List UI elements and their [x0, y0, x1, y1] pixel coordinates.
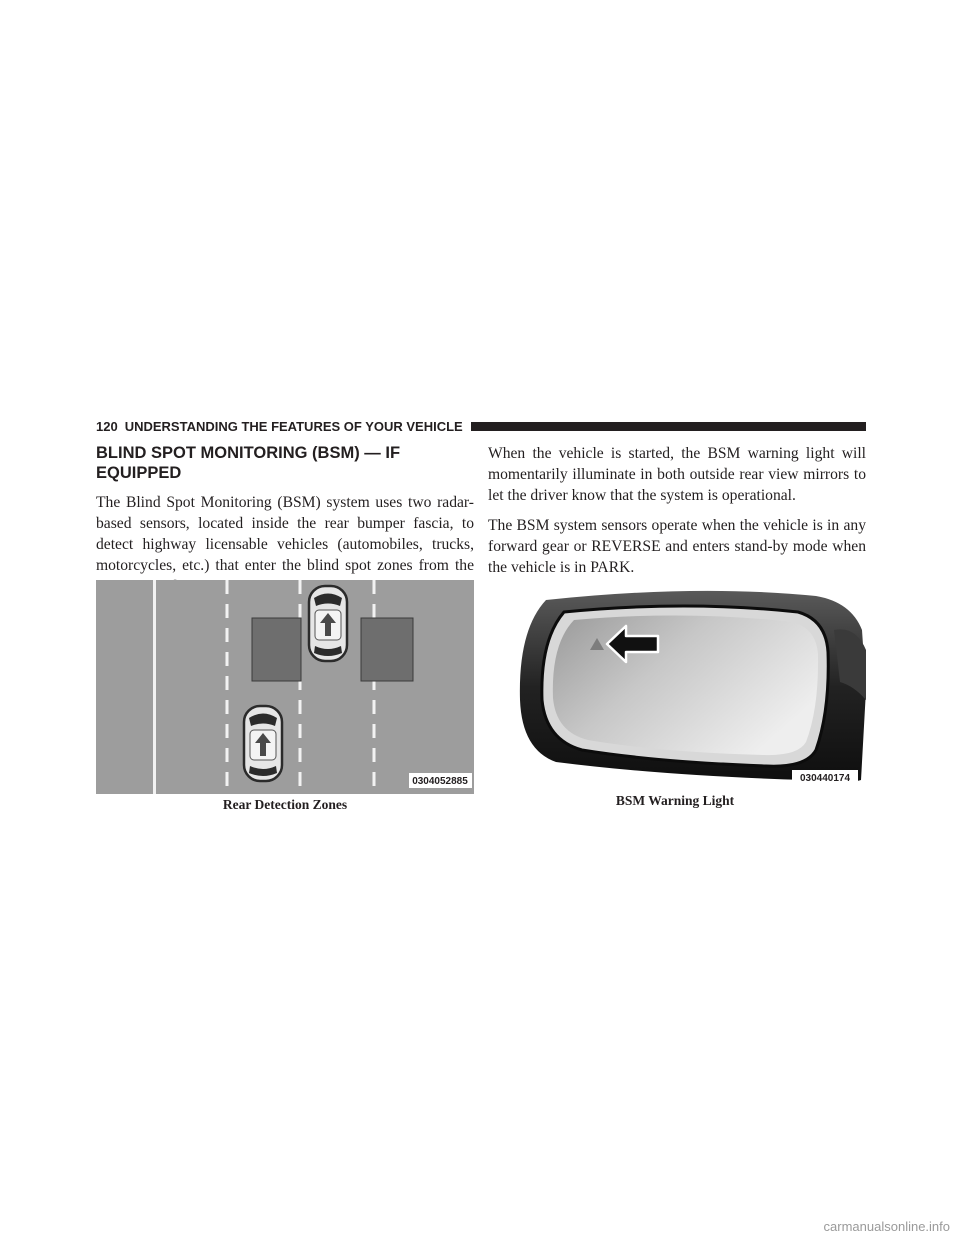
section-title — [96, 443, 474, 483]
road-surface — [96, 580, 474, 794]
road-edge-line — [153, 580, 156, 794]
ego-car-icon — [309, 586, 347, 661]
bsm-description-paragraph: The Blind Spot Monitoring (BSM) system uses two radar-based sensors, located inside the rear bumper fascia, to detect highway licensable vehicles (automobiles, trucks, motorcycles, etc.) that enter the blind spot zones from the — [96, 494, 474, 574]
figure-code-mirror: 030440174 — [799, 773, 851, 784]
section-title-line2: EQUIPPED — [96, 464, 182, 482]
blind-spot-zone-left — [252, 618, 301, 681]
section-title-line1: BLIND SPOT MONITORING (BSM) — IF — [96, 444, 401, 462]
running-title: UNDERSTANDING THE FEATURES OF YOUR VEHICLE — [124, 418, 463, 434]
warning-light-caption: BSM Warning Light — [615, 793, 735, 808]
figure-code-rear: 0304052885 — [412, 776, 468, 787]
approaching-car-icon — [244, 706, 282, 781]
watermark-text: carmanualsonline.info — [823, 1219, 950, 1234]
running-header — [96, 419, 866, 433]
operation-paragraph: The BSM system sensors operate when the vehicle is in any forward gear or REVERSE and enters stand-by mode when the vehicle is in PARK. — [488, 517, 866, 576]
startup-paragraph: When the vehicle is started, the BSM warning light will momentarily illuminate in both outside rear view mirrors to let the driver know that the system is operational. — [488, 445, 866, 504]
blind-spot-zone-right — [361, 618, 413, 681]
right-column — [488, 443, 866, 578]
header-rule — [471, 422, 866, 431]
rear-zones-caption: Rear Detection Zones — [222, 797, 348, 812]
rear-detection-zones-figure — [96, 580, 474, 794]
bsm-warning-light-figure — [516, 590, 866, 788]
page-number: 120 — [96, 418, 118, 434]
mirror-glass — [553, 615, 818, 755]
left-column — [96, 443, 474, 597]
